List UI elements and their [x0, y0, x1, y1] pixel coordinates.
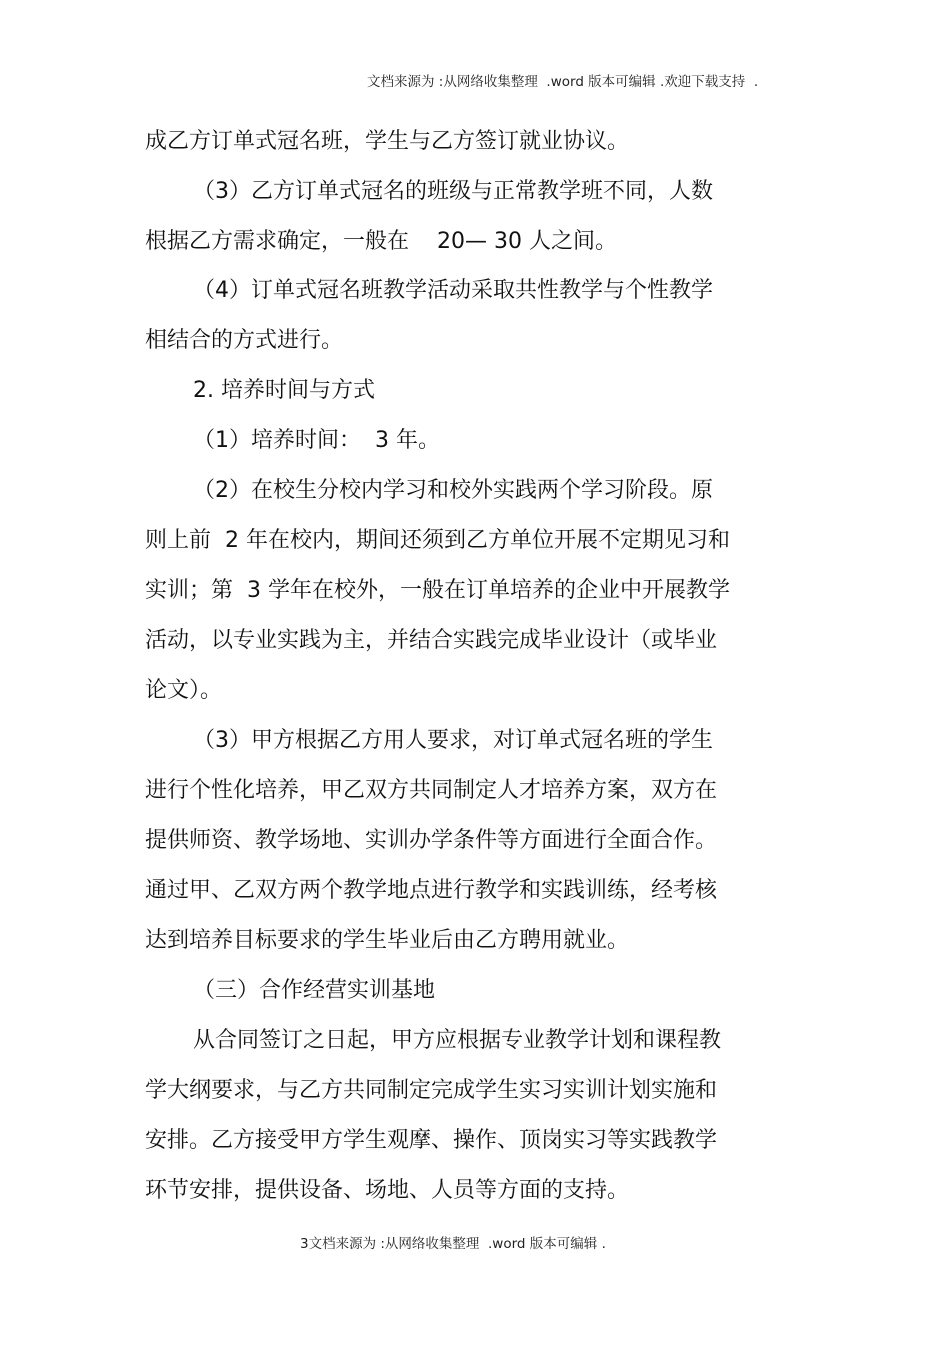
text-line: 相结合的方式进行。 — [145, 328, 344, 353]
text-line: （2）在校生分校内学习和校外实践两个学习阶段。原 — [193, 478, 713, 503]
text-line: 提供师资、教学场地、实训办学条件等方面进行全面合作。 — [145, 828, 718, 853]
text-line: （3）甲方根据乙方用人要求，对订单式冠名班的学生 — [193, 728, 713, 753]
page-header: 文档来源为 :从网络收集整理 .word 版本可编辑 .欢迎下载支持 . — [367, 74, 759, 90]
text-line: （4）订单式冠名班教学活动采取共性教学与个性教学 — [193, 278, 713, 303]
text-line: 学大纲要求，与乙方共同制定完成学生实习实训计划实施和 — [145, 1078, 718, 1103]
text-line: 从合同签订之日起，甲方应根据专业教学计划和课程教 — [193, 1028, 722, 1053]
text-line: （1）培养时间： 3 年。 — [193, 428, 440, 453]
text-line: 根据乙方需求确定，一般在 20— 30 人之间。 — [145, 229, 617, 254]
text-line: 达到培养目标要求的学生毕业后由乙方聘用就业。 — [145, 928, 630, 953]
text-line: 论文）。 — [145, 678, 223, 703]
text-line: 实训；第 3 学年在校外，一般在订单培养的企业中开展教学 — [145, 578, 730, 603]
text-line: 进行个性化培养，甲乙双方共同制定人才培养方案，双方在 — [145, 778, 718, 803]
section-heading: （三）合作经营实训基地 — [193, 978, 436, 1003]
text-line: 安排。乙方接受甲方学生观摩、操作、顶岗实习等实践教学 — [145, 1128, 718, 1153]
text-line: 活动，以专业实践为主，并结合实践完成毕业设计（或毕业 — [145, 628, 718, 653]
text-line: （3）乙方订单式冠名的班级与正常教学班不同，人数 — [193, 179, 713, 204]
text-line: 成乙方订单式冠名班，学生与乙方签订就业协议。 — [145, 129, 630, 154]
section-heading: 2. 培养时间与方式 — [193, 378, 375, 403]
text-line: 环节安排，提供设备、场地、人员等方面的支持。 — [145, 1178, 630, 1203]
page-footer: 3文档来源为 :从网络收集整理 .word 版本可编辑 . — [300, 1236, 606, 1252]
text-line: 通过甲、乙双方两个教学地点进行教学和实践训练，经考核 — [145, 878, 718, 903]
text-line: 则上前 2 年在校内，期间还须到乙方单位开展不定期见习和 — [145, 528, 730, 553]
